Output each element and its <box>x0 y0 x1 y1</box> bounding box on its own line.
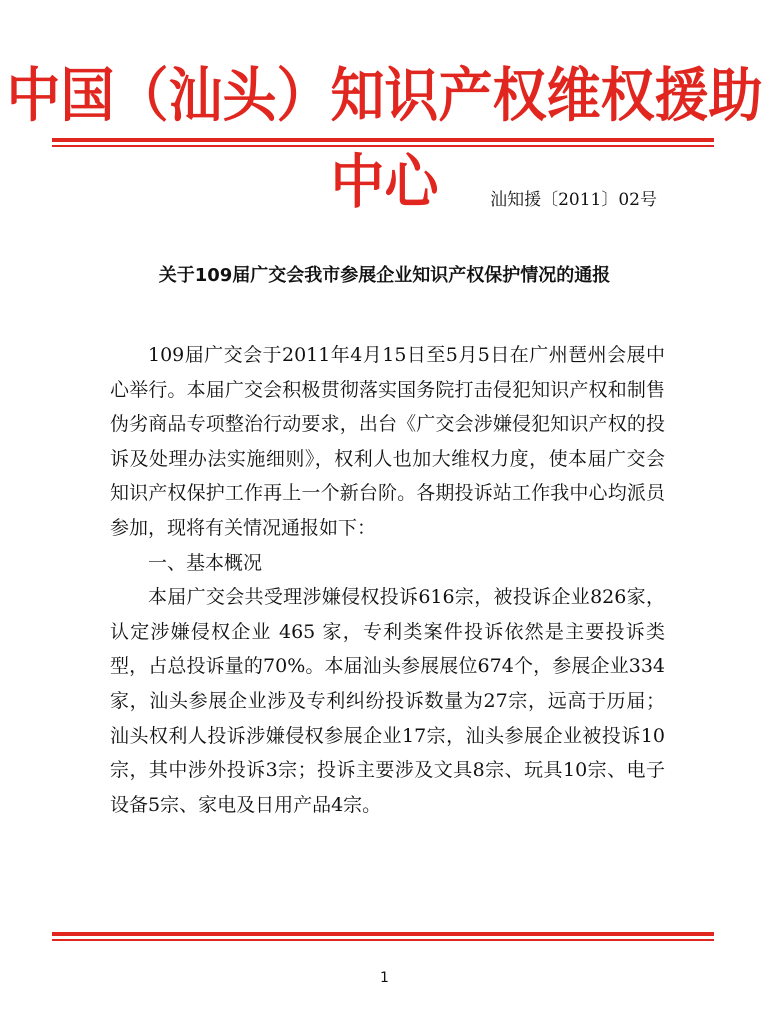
paragraph-overview: 本届广交会共受理涉嫌侵权投诉616宗，被投诉企业826家，认定涉嫌侵权企业 465 家，专利类案件投诉依然是主要投诉类型，占总投诉量的70%。本届汕头参展展位674个，参展企业334家，汕头参展企业涉及专利纠纷投诉数量为27宗，远高于历届；汕头权利人投诉涉嫌侵权参展企业17宗，汕头参展企业被投诉10宗，其中涉外投诉3宗；投诉主要涉及文具8宗、玩具10宗、电子设备5宗、家电及日用产品4宗。 <box>110 586 665 816</box>
footer-divider-thick <box>52 932 714 936</box>
organization-masthead: 中国（汕头）知识产权维权援助中心 <box>6 60 763 217</box>
section-heading-overview: 一、基本概况 <box>148 551 263 574</box>
header-divider-thin <box>52 145 714 147</box>
header-divider <box>52 138 714 147</box>
header-divider-thick <box>52 138 714 142</box>
document-title: 关于109届广交会我市参展企业知识产权保护情况的通报 <box>158 265 611 286</box>
document-body <box>110 338 665 822</box>
paragraph-intro: 109届广交会于2011年4月15日至5月5日在广州琶州会展中心举行。本届广交会积极贯彻落实国务院打击侵犯知识产权和制售伪劣商品专项整治行动要求，出台《广交会涉嫌侵犯知识产权的投诉及处理办法实施细则》，权利人也加大维权力度，使本届广交会知识产权保护工作再上一个新台阶。各期投诉站工作我中心均派员参加，现将有关情况通报如下： <box>110 344 665 539</box>
document-number: 汕知援〔2011〕02号 <box>490 190 657 210</box>
page-number: 1 <box>380 970 389 986</box>
footer-divider <box>52 932 714 941</box>
footer-divider-thin <box>52 939 714 941</box>
